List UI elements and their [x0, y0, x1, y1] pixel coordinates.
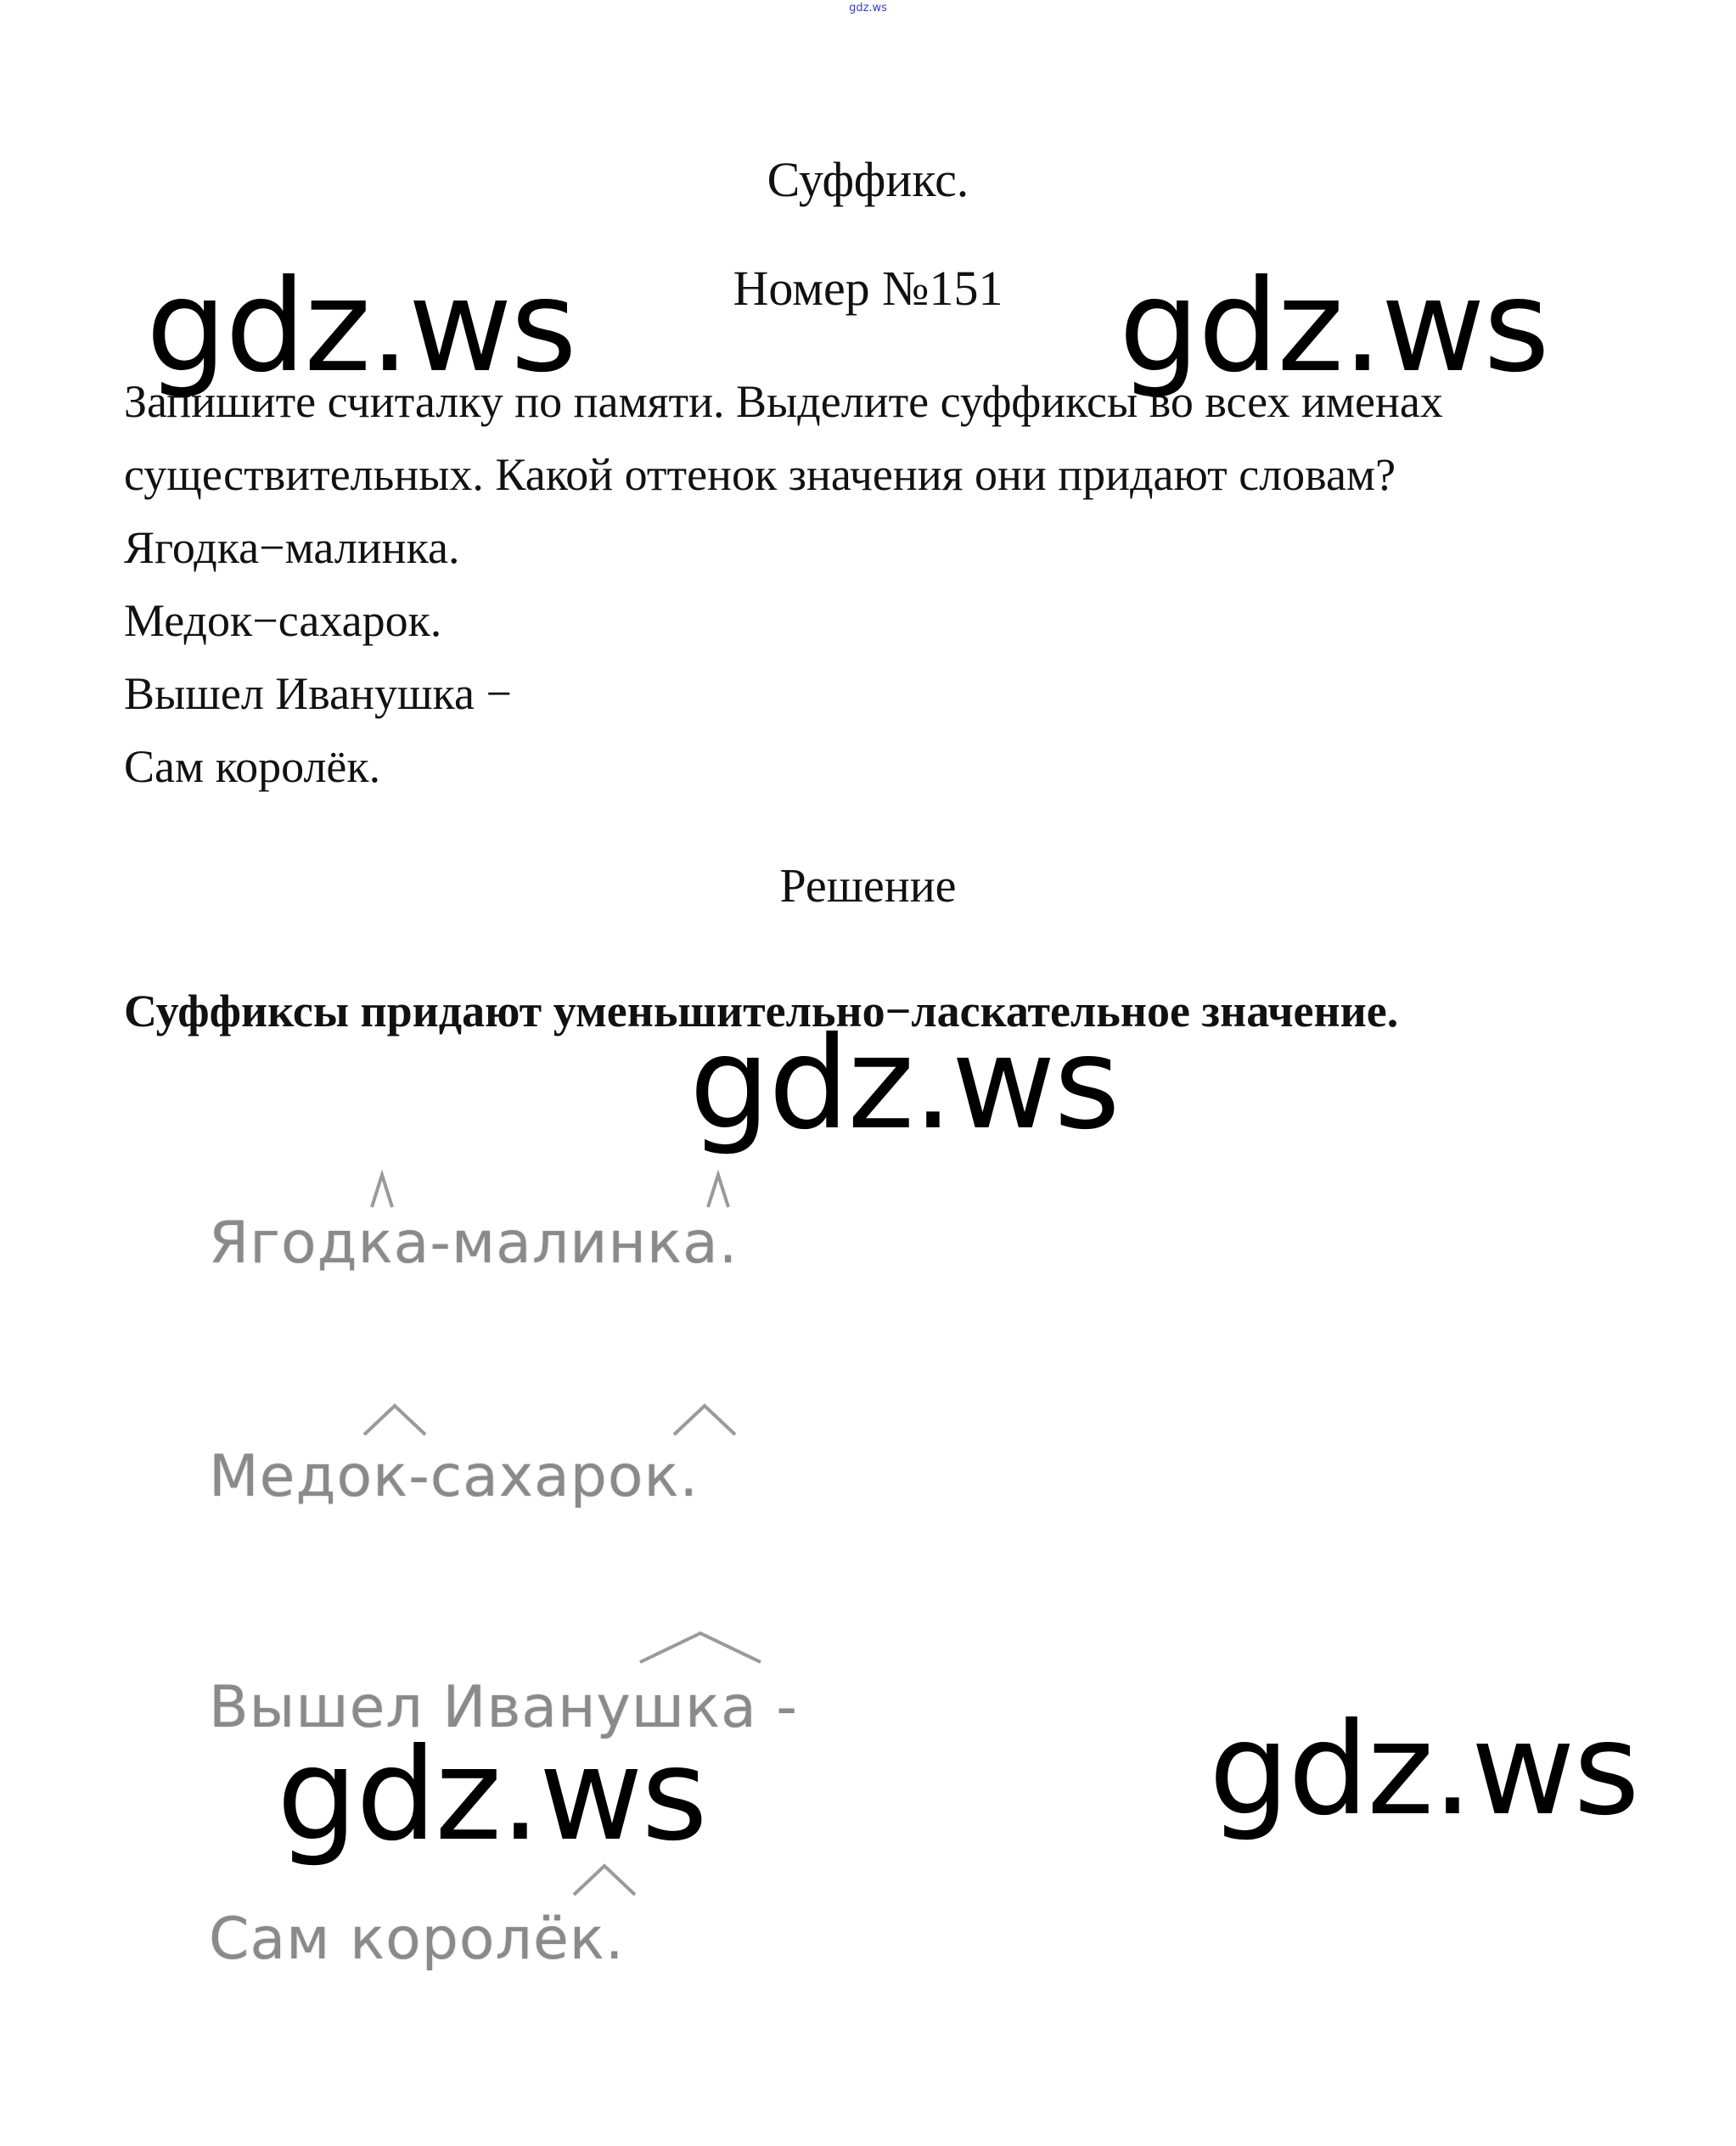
arc-icon [671, 1401, 739, 1438]
solution-line: Сам королёк. [209, 1906, 625, 1973]
task-line: существительных. Какой оттенок значения они придают словам? [124, 449, 1396, 500]
arc-icon [637, 1628, 764, 1666]
watermark: gdz.ws [1119, 253, 1548, 401]
exercise-number: Номер №151 [733, 261, 1003, 316]
poem-line: Сам королёк. [124, 741, 381, 792]
arc-icon [361, 1401, 429, 1438]
watermark: gdz.ws [1209, 1696, 1638, 1844]
solution-line: Ягодка-малинка. [209, 1210, 739, 1277]
site-mark: gdz.ws [849, 2, 887, 14]
watermark: gdz.ws [146, 253, 576, 401]
caret-icon [365, 1170, 399, 1211]
watermark: gdz.ws [277, 1722, 706, 1869]
solution-line: Вышел Иванушка - [209, 1674, 798, 1741]
answer-text: Суффиксы придают уменьшительно−ласкательное значение. [124, 986, 1399, 1036]
solution-heading: Решение [779, 860, 957, 913]
watermark: gdz.ws [689, 1010, 1119, 1158]
page-title: Суффикс. [767, 152, 969, 207]
solution-line: Медок-сахарок. [209, 1443, 699, 1510]
poem-line: Медок−сахарок. [124, 595, 442, 646]
caret-icon [701, 1170, 735, 1211]
poem-line: Вышел Иванушка − [124, 668, 512, 719]
poem [124, 511, 1635, 803]
task-line: Запишите считалку по памяти. Выделите суффиксы во всех именах [124, 376, 1443, 427]
poem-line: Ягодка−малинка. [124, 522, 460, 573]
